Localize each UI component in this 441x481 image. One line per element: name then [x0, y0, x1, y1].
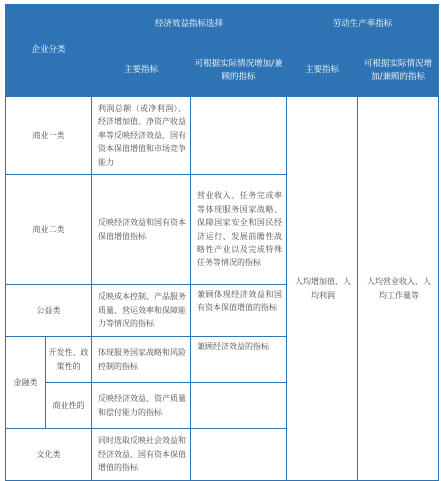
optional-indicator-culture [191, 429, 287, 481]
category-culture: 文化类 [6, 429, 92, 481]
optional-indicator-public: 兼顾体现经济效益和国有资本保值增值的指标 [191, 285, 287, 337]
labor-optional-indicator: 人均营业收入、人均工作量等 [358, 97, 439, 481]
header-labor-productivity: 劳动生产率指标 [287, 5, 439, 45]
header-row-1 [6, 5, 439, 45]
category-commercial-1: 商业一类 [6, 97, 92, 175]
optional-indicator-finance-dev: 兼顾经济效益的指标 [191, 337, 287, 383]
subcategory-finance-dev: 开发性、政策性的 [46, 337, 92, 383]
optional-indicator-commercial-1 [191, 97, 287, 175]
header-enterprise-category: 企业分类 [6, 5, 92, 97]
main-indicator-culture: 同时选取反映社会效益和经济效益、国有资本保值增值的指标 [92, 429, 191, 481]
main-indicator-commercial-2: 反映经济效益和国有资本保值增值指标 [92, 175, 191, 285]
main-indicator-finance-dev: 体现服务国家战略和风险控制的指标 [92, 337, 191, 383]
indicator-table [5, 4, 439, 481]
main-indicator-commercial-1: 利润总额（或净利润）、经济增加值、净资产收益率等反映经济效益、国有资本保值增值和市场竞争能力 [92, 97, 191, 175]
category-public: 公益类 [6, 285, 92, 337]
header-optional-indicator: 可根据实际情况增加/兼顾的指标 [191, 45, 287, 97]
main-indicator-public: 反映成本控制、产品服务质量、营运效率和保障能力等情况的指标 [92, 285, 191, 337]
optional-indicator-finance-com [191, 383, 287, 429]
header-main-indicator: 主要指标 [92, 45, 191, 97]
main-indicator-finance-com: 反映经济效益、资产质量和偿付能力的指标 [92, 383, 191, 429]
table-row-commercial-1 [6, 97, 439, 175]
header-labor-main-indicator: 主要指标 [287, 45, 358, 97]
header-labor-optional-indicator: 可根据实际情况增加/兼顾的指标 [358, 45, 439, 97]
subcategory-finance-com: 商业性的 [46, 383, 92, 429]
category-commercial-2: 商业二类 [6, 175, 92, 285]
header-econ-indicator-selection: 经济效益指标选择 [92, 5, 287, 45]
optional-indicator-commercial-2: 营业收入、任务完成率等体现服务国家战略、保障国家安全和国民经济运行、发展前瞻性战略性产业以及完成特殊任务等情况的指标 [191, 175, 287, 285]
category-finance: 金融类 [6, 337, 46, 429]
labor-main-indicator: 人均增加值、人均利润 [287, 97, 358, 481]
